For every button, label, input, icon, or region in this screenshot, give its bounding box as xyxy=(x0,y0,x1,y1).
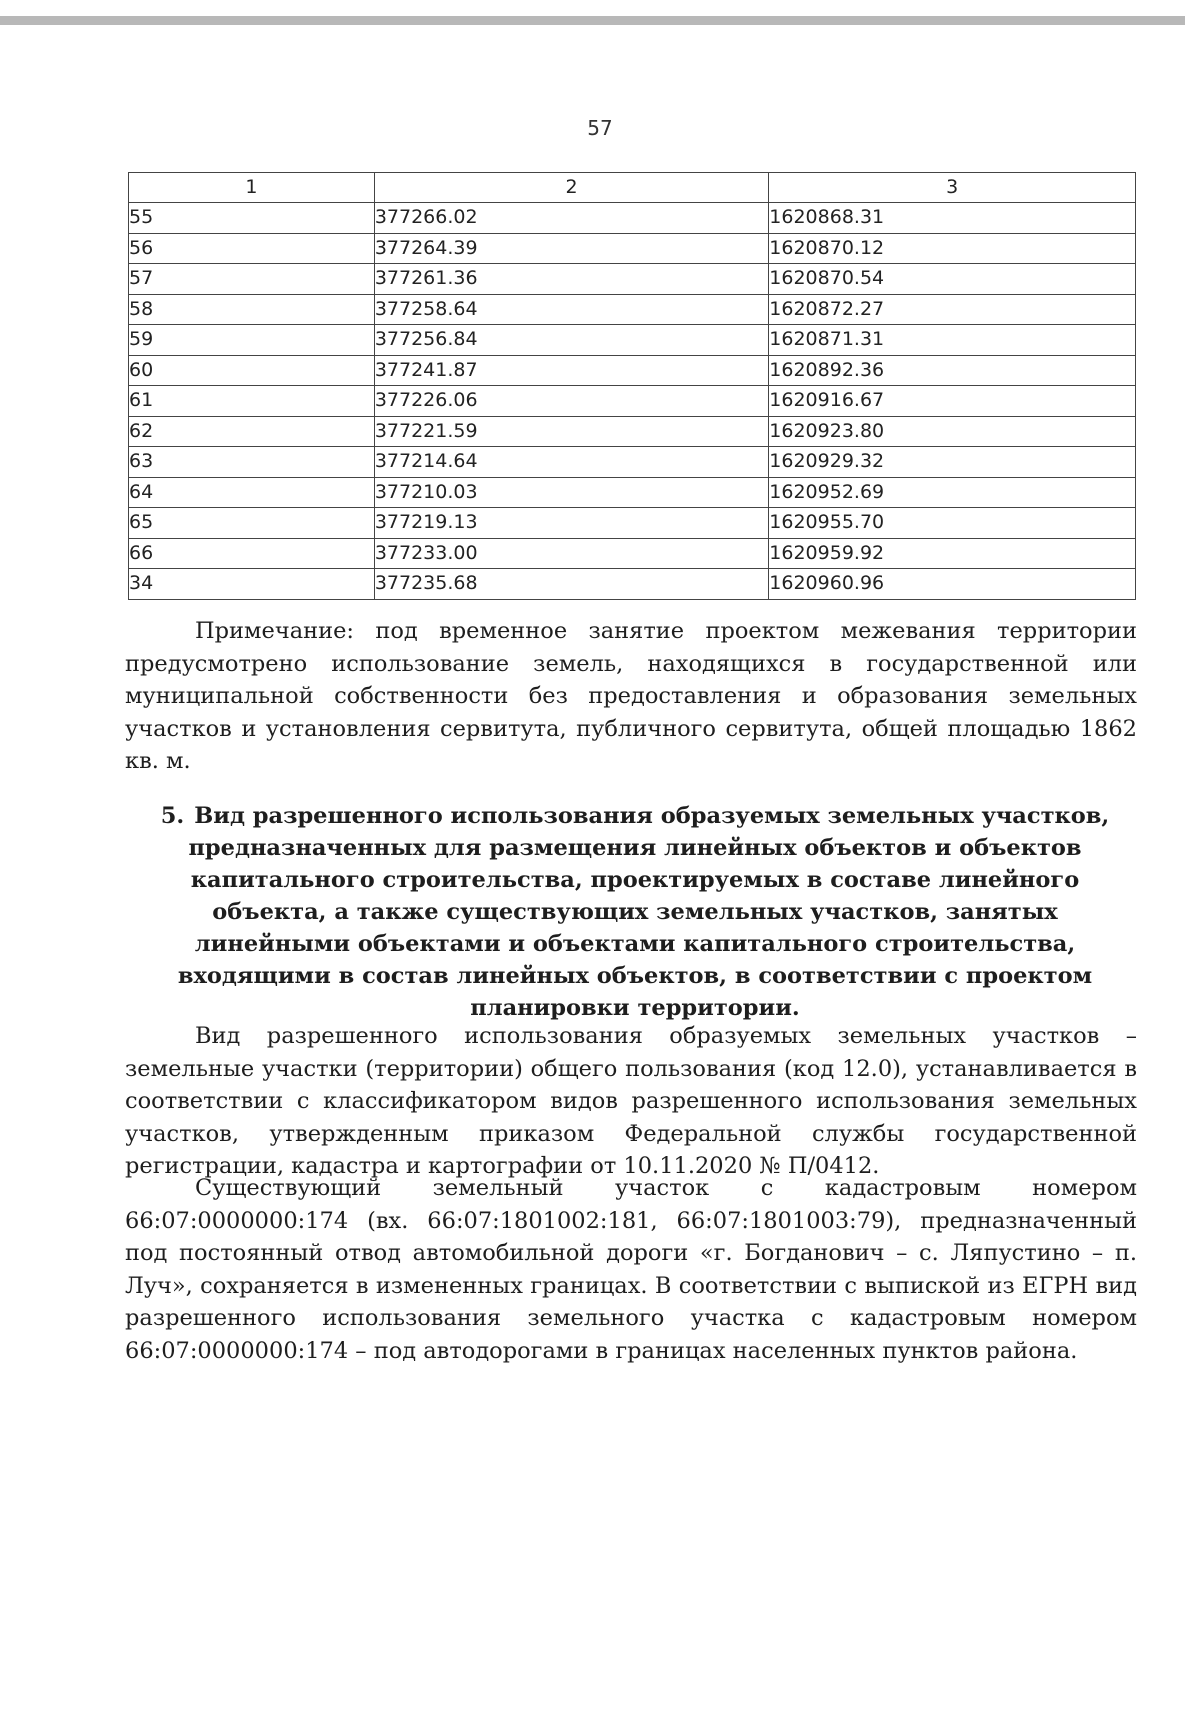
coordinate-x: 377261.36 xyxy=(374,264,768,295)
coordinate-x: 377221.59 xyxy=(374,416,768,447)
coordinate-x: 377241.87 xyxy=(374,355,768,386)
column-header-1: 1 xyxy=(129,173,375,203)
page-number: 57 xyxy=(587,116,613,140)
table-row xyxy=(129,294,1136,325)
coordinate-y: 1620929.32 xyxy=(769,447,1136,478)
point-number: 57 xyxy=(129,264,375,295)
point-number: 63 xyxy=(129,447,375,478)
point-number: 64 xyxy=(129,477,375,508)
coordinate-x: 377233.00 xyxy=(374,538,768,569)
table-row xyxy=(129,477,1136,508)
table-header-row xyxy=(129,173,1136,203)
coordinate-x: 377219.13 xyxy=(374,508,768,539)
column-header-2: 2 xyxy=(374,173,768,203)
table-body xyxy=(129,203,1136,600)
coordinate-y: 1620916.67 xyxy=(769,386,1136,417)
point-number: 55 xyxy=(129,203,375,234)
coordinate-x: 377264.39 xyxy=(374,233,768,264)
table-row xyxy=(129,508,1136,539)
coordinate-y: 1620892.36 xyxy=(769,355,1136,386)
coordinate-y: 1620952.69 xyxy=(769,477,1136,508)
table-row xyxy=(129,447,1136,478)
table-row xyxy=(129,416,1136,447)
table-row xyxy=(129,203,1136,234)
point-number: 34 xyxy=(129,569,375,600)
section-number: 5. xyxy=(160,803,185,829)
coordinate-y: 1620870.54 xyxy=(769,264,1136,295)
coordinate-y: 1620872.27 xyxy=(769,294,1136,325)
coordinate-x: 377226.06 xyxy=(374,386,768,417)
table-row xyxy=(129,569,1136,600)
coordinate-y: 1620955.70 xyxy=(769,508,1136,539)
coordinate-y: 1620959.92 xyxy=(769,538,1136,569)
paragraph-text: Существующий земельный участок с кадастровым номером 66:07:0000000:174 (вх. 66:07:1801002:181, 66:07:1801003:79), предназначенный под постоянный отвод автомобильной дороги «г. Богданович – с. Ляпустино – п. Луч», сохраняется в измененных границах. В соответствии с выпиской из ЕГРН вид разрешенного использования земельного участка с кадастровым номером 66:07:0000000:174 – под автодорогами в границах населенных пунктов района. xyxy=(125,1175,1137,1364)
coordinate-x: 377214.64 xyxy=(374,447,768,478)
body-paragraph-2 xyxy=(125,1172,1137,1367)
point-number: 60 xyxy=(129,355,375,386)
table-row xyxy=(129,264,1136,295)
column-header-3: 3 xyxy=(769,173,1136,203)
coordinate-y: 1620870.12 xyxy=(769,233,1136,264)
point-number: 59 xyxy=(129,325,375,356)
coordinate-y: 1620923.80 xyxy=(769,416,1136,447)
coordinate-x: 377235.68 xyxy=(374,569,768,600)
section-heading xyxy=(140,800,1130,1024)
paragraph-text: Вид разрешенного использования образуемых земельных участков – земельные участки (территории) общего пользования (код 12.0), устанавливается в соответствии с классификатором видов разрешенного использования земельных участков, утвержденным приказом Федеральной службы государственной регистрации, кадастра и картографии от 10.11.2020 № П/0412. xyxy=(125,1023,1137,1179)
note-block xyxy=(125,615,1137,778)
coordinate-y: 1620871.31 xyxy=(769,325,1136,356)
table-row xyxy=(129,386,1136,417)
point-number: 66 xyxy=(129,538,375,569)
point-number: 56 xyxy=(129,233,375,264)
coordinate-x: 377258.64 xyxy=(374,294,768,325)
scan-top-edge xyxy=(0,16,1185,25)
point-number: 62 xyxy=(129,416,375,447)
coordinates-table xyxy=(128,172,1136,600)
coordinate-x: 377256.84 xyxy=(374,325,768,356)
coordinate-x: 377266.02 xyxy=(374,203,768,234)
table-row xyxy=(129,233,1136,264)
table-row xyxy=(129,355,1136,386)
coordinate-y: 1620868.31 xyxy=(769,203,1136,234)
note-paragraph: Примечание: под временное занятие проектом межевания территории предусмотрено использование земель, находящихся в государственной или муниципальной собственности без предоставления и образования земельных участков и установления сервитута, публичного сервитута, общей площадью 1862 кв. м. xyxy=(125,618,1137,774)
section-title: Вид разрешенного использования образуемых земельных участков, предназначенных для размещения линейных объектов и объектов капитального строительства, проектируемых в составе линейного объекта, а также существующих земельных участков, занятых линейными объектами и объектами капитального строительства, входящими в состав линейных объектов, в соответствии с проектом планировки территории. xyxy=(177,803,1110,1021)
table-row xyxy=(129,325,1136,356)
body-paragraph-1 xyxy=(125,1020,1137,1183)
point-number: 58 xyxy=(129,294,375,325)
point-number: 61 xyxy=(129,386,375,417)
coordinate-y: 1620960.96 xyxy=(769,569,1136,600)
coordinate-x: 377210.03 xyxy=(374,477,768,508)
point-number: 65 xyxy=(129,508,375,539)
table-row xyxy=(129,538,1136,569)
